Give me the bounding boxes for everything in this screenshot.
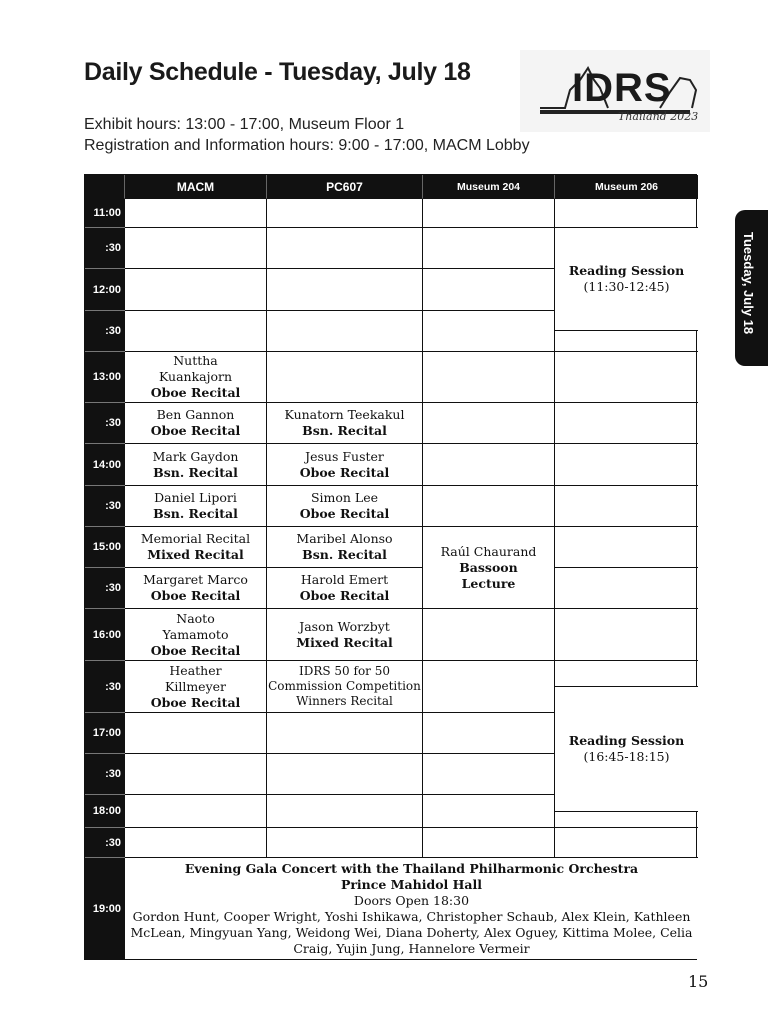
time-label: 11:00 — [85, 199, 125, 228]
time-label: 12:00 — [85, 269, 125, 311]
empty-slot — [555, 568, 698, 609]
column-header-museum204: Museum 204 — [423, 175, 555, 199]
empty-slot — [423, 795, 555, 828]
empty-slot — [423, 403, 555, 444]
event-macm-1: Nuttha Kuankajorn Oboe Recital — [125, 352, 267, 403]
column-header-macm: MACM — [125, 175, 267, 199]
time-label: :30 — [85, 403, 125, 444]
registration-hours: Registration and Information hours: 9:00 - 17:00, MACM Lobby — [84, 137, 530, 154]
empty-slot — [423, 228, 555, 269]
empty-slot — [423, 352, 555, 403]
event-pc607-5: Harold Emert Oboe Recital — [267, 568, 423, 609]
logo-subtext: Thailand 2023 — [618, 110, 699, 123]
empty-slot — [267, 269, 423, 311]
empty-slot — [125, 754, 267, 795]
event-macm-8: Heather Killmeyer Oboe Recital — [125, 661, 267, 713]
empty-slot — [125, 199, 267, 228]
column-header-museum206: Museum 206 — [555, 175, 698, 199]
empty-slot — [125, 269, 267, 311]
empty-slot — [125, 311, 267, 352]
time-label: 13:00 — [85, 352, 125, 403]
side-tab — [735, 210, 768, 366]
empty-slot — [555, 444, 698, 486]
event-pc607-2: Jesus Fuster Oboe Recital — [267, 444, 423, 486]
exhibit-hours: Exhibit hours: 13:00 - 17:00, Museum Floor 1 — [84, 116, 405, 133]
empty-slot — [267, 754, 423, 795]
empty-slot — [423, 828, 555, 858]
empty-slot — [423, 269, 555, 311]
empty-slot — [555, 352, 698, 403]
empty-slot — [125, 828, 267, 858]
time-label: :30 — [85, 828, 125, 858]
empty-slot — [423, 661, 555, 713]
event-museum206-reading-2: Reading Session (16:45-18:15) — [555, 687, 698, 812]
empty-slot — [555, 812, 698, 828]
time-label: :30 — [85, 754, 125, 795]
time-label: 14:00 — [85, 444, 125, 486]
empty-slot — [125, 713, 267, 754]
page-number: 15 — [688, 972, 709, 991]
empty-slot — [423, 444, 555, 486]
header-corner — [85, 175, 125, 199]
time-label: :30 — [85, 661, 125, 713]
empty-slot — [555, 331, 698, 352]
time-label: 17:00 — [85, 713, 125, 754]
empty-slot — [267, 352, 423, 403]
schedule-table — [84, 174, 697, 960]
empty-slot — [267, 228, 423, 269]
empty-slot — [555, 486, 698, 527]
event-museum206-reading-1: Reading Session (11:30-12:45) — [555, 228, 698, 331]
event-pc607-7: IDRS 50 for 50 Commission Competition Winners Recital — [267, 661, 423, 713]
event-evening-gala: Evening Gala Concert with the Thailand Philharmonic Orchestra Prince Mahidol Hall Doors Open 18:30 Gordon Hunt, Cooper Wright, Yoshi Ishikawa, Christopher Schaub, Alex Klein, Kathleen McLean, Mingyuan Yang, Weidong Wei, Diana Doherty, Alex Oguey, Kittima Molee, Celia Craig, Yujin Jung, Hannelore Vermeir — [125, 858, 698, 959]
time-label: :30 — [85, 311, 125, 352]
event-macm-3: Mark Gaydon Bsn. Recital — [125, 444, 267, 486]
empty-slot — [555, 403, 698, 444]
time-label: 19:00 — [85, 858, 125, 959]
event-pc607-4: Maribel Alonso Bsn. Recital — [267, 527, 423, 568]
empty-slot — [555, 199, 698, 228]
empty-slot — [423, 199, 555, 228]
empty-slot — [267, 828, 423, 858]
empty-slot — [125, 228, 267, 269]
empty-slot — [555, 828, 698, 858]
time-label: :30 — [85, 568, 125, 609]
empty-slot — [423, 311, 555, 352]
logo-text: IDRS — [572, 66, 672, 110]
event-macm-5: Memorial Recital Mixed Recital — [125, 527, 267, 568]
empty-slot — [267, 795, 423, 828]
empty-slot — [423, 486, 555, 527]
empty-slot — [423, 713, 555, 754]
empty-slot — [423, 609, 555, 661]
empty-slot — [423, 754, 555, 795]
side-tab-label: Tuesday, July 18 — [741, 232, 756, 335]
event-macm-4: Daniel Lipori Bsn. Recital — [125, 486, 267, 527]
event-pc607-1: Kunatorn Teekakul Bsn. Recital — [267, 403, 423, 444]
time-label: :30 — [85, 228, 125, 269]
empty-slot — [267, 311, 423, 352]
time-label: 15:00 — [85, 527, 125, 568]
event-macm-2: Ben Gannon Oboe Recital — [125, 403, 267, 444]
event-pc607-6: Jason Worzbyt Mixed Recital — [267, 609, 423, 661]
time-label: :30 — [85, 486, 125, 527]
event-museum204-lecture: Raúl Chaurand Bassoon Lecture — [423, 527, 555, 609]
empty-slot — [125, 795, 267, 828]
empty-slot — [555, 661, 698, 687]
empty-slot — [555, 527, 698, 568]
time-label: 16:00 — [85, 609, 125, 661]
idrs-logo — [520, 50, 710, 132]
event-pc607-3: Simon Lee Oboe Recital — [267, 486, 423, 527]
empty-slot — [555, 609, 698, 661]
event-macm-7: Naoto Yamamoto Oboe Recital — [125, 609, 267, 661]
page-title: Daily Schedule - Tuesday, July 18 — [84, 58, 471, 86]
time-label: 18:00 — [85, 795, 125, 828]
empty-slot — [267, 713, 423, 754]
event-macm-6: Margaret Marco Oboe Recital — [125, 568, 267, 609]
empty-slot — [267, 199, 423, 228]
column-header-pc607: PC607 — [267, 175, 423, 199]
